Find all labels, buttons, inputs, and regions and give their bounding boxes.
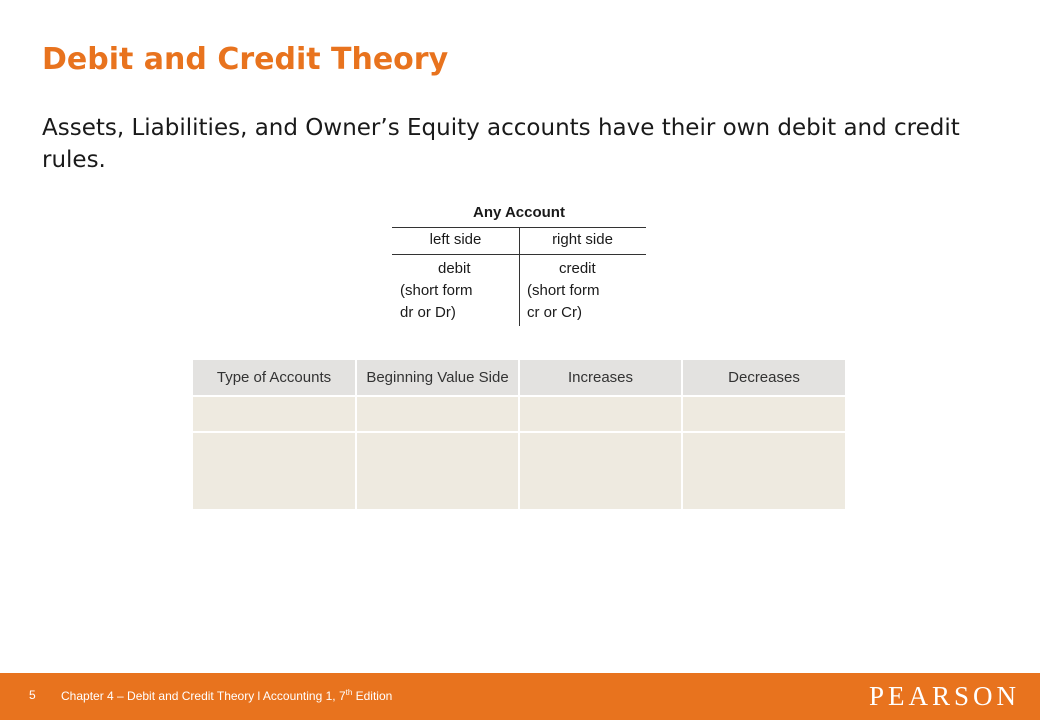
slide-title: Debit and Credit Theory [42,42,449,77]
table-cell [682,432,845,509]
footer-text-end: Edition [352,689,393,703]
header-type-of-accounts: Type of Accounts [193,360,356,396]
table-cell [519,432,682,509]
header-decreases: Decreases [682,360,845,396]
page-number: 5 [29,688,36,702]
t-account-left-body [400,258,515,324]
table-cell [519,396,682,432]
footer-text-main: Chapter 4 – Debit and Credit Theory l Accounting 1, 7 [61,689,346,703]
table-cell [356,432,519,509]
pearson-logo: PEARSON [868,681,1020,711]
slide-body-text: Assets, Liabilities, and Owner’s Equity accounts have their own debit and credit rules. [42,115,960,173]
t-account-right-header: right side [552,231,613,248]
table-row [193,396,845,432]
footer-chapter-text [61,688,392,703]
table-row [193,432,845,509]
t-account-right-line3: cr or Cr) [527,304,582,321]
table-cell [356,396,519,432]
t-account-left-line2: (short form [400,282,473,299]
table-header-row [193,360,845,396]
accounts-table [193,360,845,509]
table-cell [193,432,356,509]
t-account-left-header: left side [429,231,482,248]
header-beginning-value-side: Beginning Value Side [356,360,519,396]
footer-bar [0,673,1040,720]
footer-text-superscript: th [345,688,353,697]
t-account-right-body [527,258,642,324]
table-cell [682,396,845,432]
t-account-left-line3: dr or Dr) [400,304,456,321]
header-increases: Increases [519,360,682,396]
t-account-credit-label: credit [559,260,596,277]
t-account-title: Any Account [473,204,565,221]
t-account-diagram [392,200,646,326]
t-account-right-line2: (short form [527,282,600,299]
t-account-debit-label: debit [438,260,471,277]
table-cell [193,396,356,432]
